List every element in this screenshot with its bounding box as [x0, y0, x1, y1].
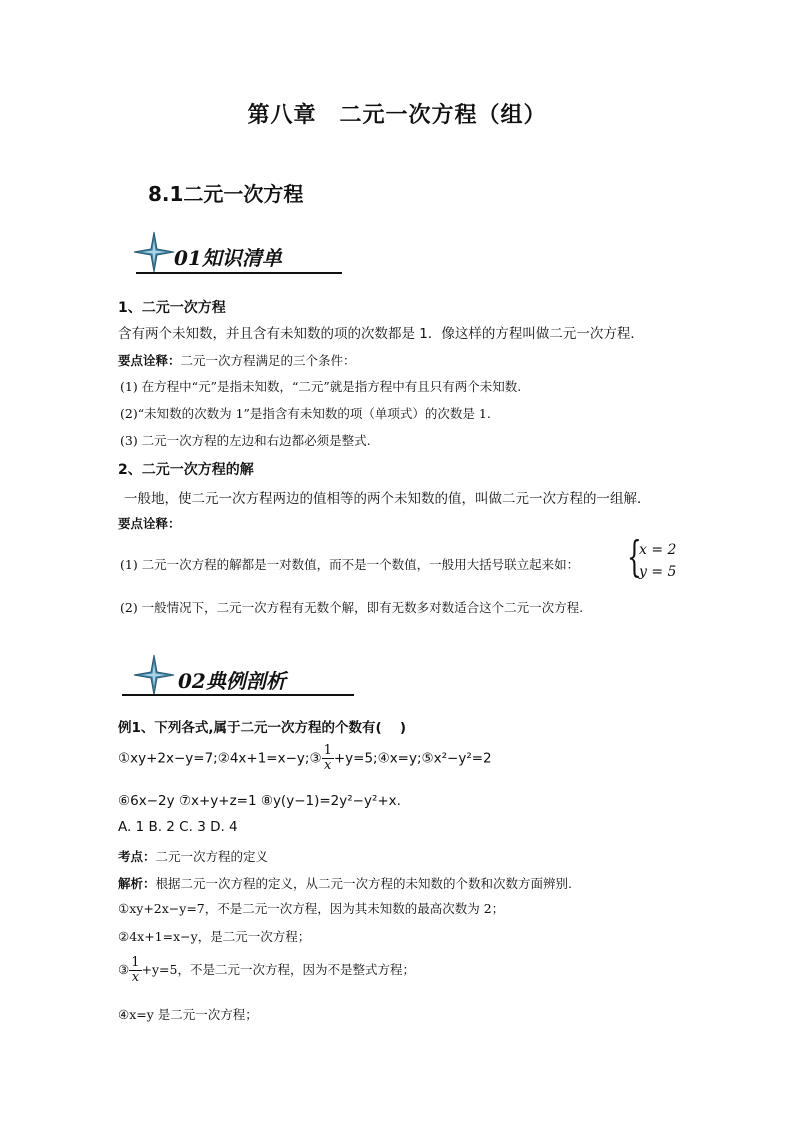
example-choices: A. 1 B. 2 C. 3 D. 4: [118, 819, 238, 835]
system-eq-1: x = 2: [639, 542, 677, 558]
line1-part-b: +y=5;④x=y;⑤x²−y²=2: [333, 750, 492, 767]
jiexi-text: 根据二元一次方程的定义，从二元一次方程的未知数的个数和次数方面辨别.: [155, 876, 572, 891]
brace: {: [627, 532, 642, 581]
example-jiexi: [118, 873, 572, 892]
fraction-1-over-x: [322, 744, 334, 773]
example-line-1: [118, 744, 492, 773]
note-intro: 二元一次方程满足的三个条件：: [180, 353, 356, 368]
kaodian-label: 考点：: [118, 849, 156, 864]
jiexi-label: 解析：: [118, 876, 156, 891]
star-icon: [132, 653, 176, 697]
fraction-denominator: x: [324, 758, 332, 773]
k2-point-1: (1) 二元一次方程的解都是一对数值，而不是一个数值，一般用大括号联立起来如：: [120, 557, 580, 572]
fraction-numerator: 1: [323, 743, 332, 758]
fraction-numerator: 1: [131, 955, 140, 970]
solution-4: ④x=y 是二元一次方程；: [118, 1007, 258, 1022]
example-line-2: ⑥6x−2y ⑦x+y+z=1 ⑧y(y−1)=2y²−y²+x.: [118, 793, 401, 809]
k1-point-1: (1) 在方程中“元”是指未知数，“二元”就是指方程中有且只有两个未知数.: [120, 379, 522, 394]
example-kaodian: [118, 846, 268, 865]
k2-point-2: (2) 一般情况下，二元一次方程有无数个解，即有无数多对数适合这个二元一次方程.: [120, 600, 584, 615]
fraction-denominator: x: [131, 970, 140, 985]
k1-heading: 1、二元一次方程: [118, 300, 226, 316]
banner-examples: [130, 653, 355, 699]
banner-underline: [136, 272, 342, 274]
k2-note-label: 要点诠释：: [118, 516, 181, 531]
k2-heading: 2、二元一次方程的解: [118, 462, 254, 478]
solution-3-rest: +y=5，不是二元一次方程，因为不是整式方程；: [141, 962, 415, 977]
k1-definition: 含有两个未知数，并且含有未知数的项的次数都是 1．像这样的方程叫做二元一次方程．: [118, 326, 644, 342]
k1-point-3: (3) 二元一次方程的左边和右边都必须是整式.: [120, 433, 371, 448]
banner-examples-title: 02典例剖析: [178, 669, 286, 693]
k2-definition: 一般地，使二元一次方程两边的值相等的两个未知数的值，叫做二元一次方程的一组解．: [124, 491, 651, 507]
solution-1: ①xy+2x−y=7，不是二元一次方程，因为其未知数的最高次数为 2；: [118, 901, 505, 916]
chapter-title: 第八章 二元一次方程（组）: [247, 102, 547, 128]
star-icon: [132, 230, 176, 274]
banner-knowledge: [130, 230, 345, 276]
solution-3-prefix: ③: [118, 962, 130, 977]
example-question: 例1、下列各式,属于二元一次方程的个数有( ): [118, 720, 407, 736]
k1-point-2: (2)“未知数的次数为 1”是指含有未知数的项（单项式）的次数是 1.: [120, 406, 491, 421]
kaodian-text: 二元一次方程的定义: [155, 849, 269, 864]
note-label: 要点诠释：: [118, 353, 181, 368]
line1-part-a: ①xy+2x−y=7;②4x+1=x−y;③: [118, 750, 322, 767]
fraction-1-over-x: [129, 956, 141, 985]
section-title: 8.1二元一次方程: [148, 182, 304, 206]
banner-underline: [122, 694, 354, 696]
banner-knowledge-title: 01知识清单: [174, 246, 282, 270]
solution-2: ②4x+1=x−y，是二元一次方程；: [118, 929, 311, 944]
solution-3: [118, 956, 415, 985]
equation-system: [627, 532, 677, 584]
system-eq-2: y = 5: [639, 564, 677, 580]
k1-note: [118, 350, 356, 369]
